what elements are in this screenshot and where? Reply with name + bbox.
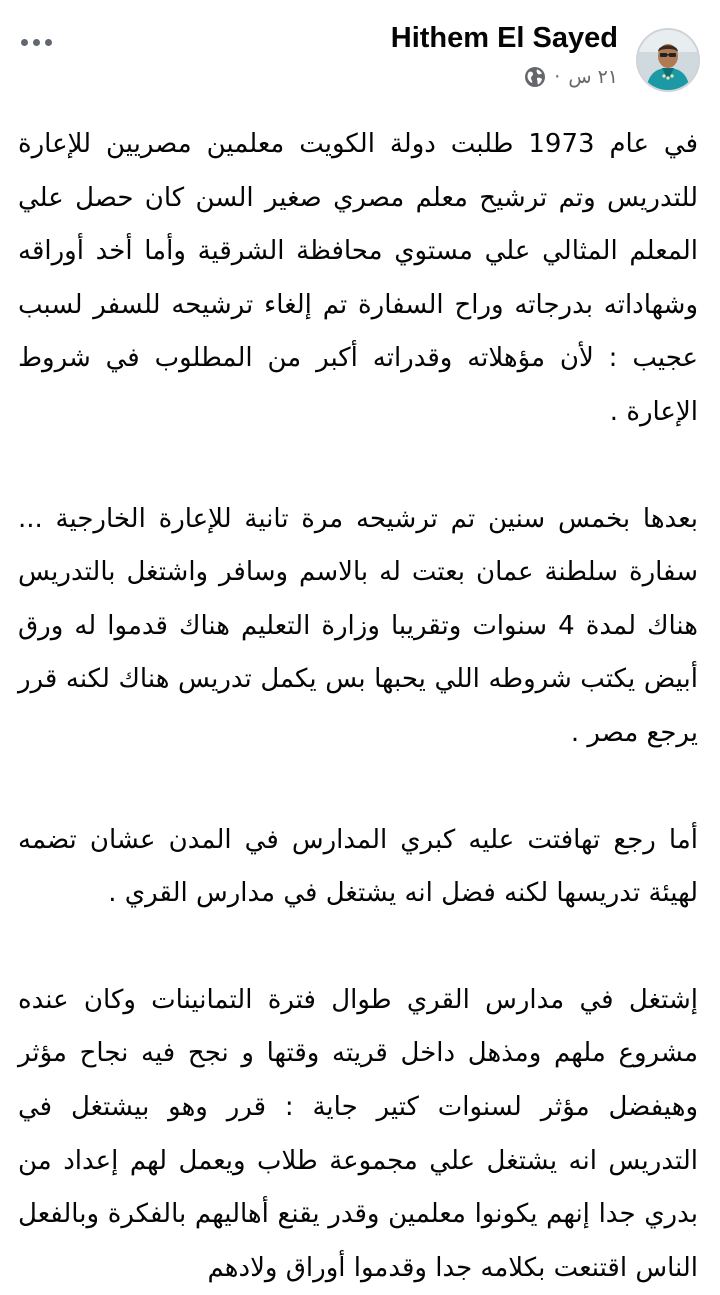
post-paragraph-3: أما رجع تهافتت عليه كبري المدارس في المدن عشان تضمه لهيئة تدريسها لكنه فضل انه يشتغل في مدارس القري . xyxy=(18,824,698,909)
more-dots-icon xyxy=(21,39,28,46)
more-dot xyxy=(33,39,40,46)
post-meta xyxy=(524,66,618,88)
globe-icon[interactable] xyxy=(524,66,546,88)
author-avatar[interactable] xyxy=(636,28,700,92)
post-paragraph-2: بعدها بخمس سنين تم ترشيحه مرة تانية للإعارة الخارجية ... سفارة سلطنة عمان بعتت له بالاسم وسافر واشتغل بالتدريس هناك لمدة 4 سنوات وتقريبا وزارة التعليم هناك قدموا له ورق أبيض يكتب شروطه اللي يحبها بس يكمل تدريس هناك لكنه قرر يرجع مصر . xyxy=(18,503,698,748)
more-dot xyxy=(45,39,52,46)
post-paragraph-4: إشتغل في مدارس القري طوال فترة التمانينات وكان عنده مشروع ملهم ومذهل داخل قريته وقتها و نجح فيه نجاح مؤثر وهيفضل مؤثر لسنوات كتير جاية : قرر وهو بيشتغل في التدريس انه يشتغل علي مجموعة طلاب ويعمل لهم إعداد من بدري جدا إنهم يكونوا معلمين وقدر يقنع أهاليهم بالفكرة وبالفعل الناس اقتنعت بكلامه جدا وقدموا أوراق ولادهم xyxy=(18,984,698,1283)
post-header xyxy=(0,0,720,110)
more-options-button[interactable] xyxy=(12,24,60,60)
post-time[interactable]: ٢١ س xyxy=(568,66,618,88)
post-paragraph-1: في عام 1973 طلبت دولة الكويت معلمين مصريين للإعارة للتدريس وتم ترشيح معلم مصري صغير السن كان حصل علي المعلم المثالي علي مستوي محافظة الشرقية وأما أخد أوراقه وشهاداته بدرجاته وراح السفارة تم إلغاء ترشيحه للسفر لسبب عجيب : لأن مؤهلاته وقدراته أكبر من المطلوب في شروط الإعارة . xyxy=(18,129,698,427)
post-text xyxy=(18,118,698,1295)
meta-separator: · xyxy=(554,66,561,88)
author-name[interactable]: Hithem El Sayed xyxy=(390,22,618,54)
